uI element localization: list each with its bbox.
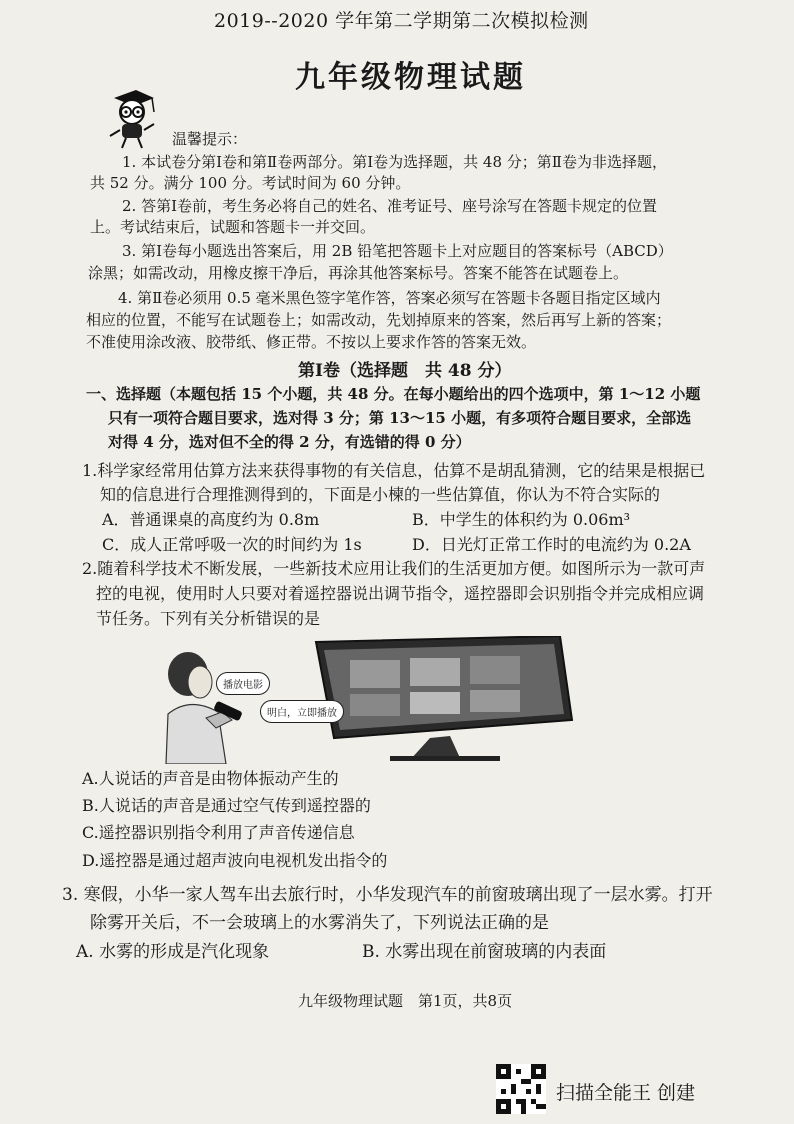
mascot-icon xyxy=(106,88,158,150)
question-2-option-a: A.人说话的声音是由物体振动产生的 xyxy=(82,769,339,788)
question-2-option-c: C.遥控器识别指令利用了声音传递信息 xyxy=(82,823,355,842)
question-3-stem: 除雾开关后，不一会玻璃上的水雾消失了，下列说法正确的是 xyxy=(90,913,549,933)
notice-line: 相应的位置，不能写在试题卷上；如需改动，先划掉原来的答案，然后再写上新的答案； xyxy=(86,311,672,329)
voice-controlled-tv-illustration xyxy=(160,636,580,764)
notice-line: 不准使用涂改液、胶带纸、修正带。不按以上要求作答的答案无效。 xyxy=(86,333,537,351)
page-info: 九年级物理试题 第1页，共8页 xyxy=(298,992,513,1010)
section-instructions: 只有一项符合题目要求，选对得 3 分；第 13～15 小题，有多项符合题目要求，全部选 xyxy=(108,409,692,427)
notice-heading: 温馨提示： xyxy=(172,130,248,148)
question-3-option-a: A. 水雾的形成是汽化现象 xyxy=(76,942,270,962)
notice-line: 上。考试结束后，试题和答题卡一并交回。 xyxy=(90,218,376,236)
question-1-option-d: D．日光灯正常工作时的电流约为 0.2A xyxy=(412,535,691,554)
question-2-option-b: B.人说话的声音是通过空气传到遥控器的 xyxy=(82,796,371,815)
question-3-stem: 3. 寒假，小华一家人驾车出去旅行时，小华发现汽车的前窗玻璃出现了一层水雾。打开 xyxy=(62,885,713,905)
question-2-stem: 控的电视，使用时人只要对着遥控器说出调节指令，遥控器即会识别指令并完成相应调 xyxy=(96,584,705,603)
question-1-stem: 1.科学家经常用估算方法来获得事物的有关信息，估算不是胡乱猜测，它的结果是根据已 xyxy=(82,461,706,480)
question-1-option-c: C．成人正常呼吸一次的时间约为 1s xyxy=(102,535,362,554)
section-instructions: 一、选择题（本题包括 15 个小题，共 48 分。在每小题给出的四个选项中，第 1～12 小题 xyxy=(86,385,701,403)
notice-line: 2. 答第Ⅰ卷前，考生务必将自己的姓名、准考证号、座号涂写在答题卡规定的位置 xyxy=(122,197,658,215)
speech-bubble-tv: 明白，立即播放 xyxy=(260,700,344,723)
question-2-option-d: D.遥控器是通过超声波向电视机发出指令的 xyxy=(82,851,388,870)
speech-bubble-person: 播放电影 xyxy=(216,672,270,695)
subject-title: 九年级物理试题 xyxy=(295,60,526,95)
notice-line: 4. 第Ⅱ卷必须用 0.5 毫米黑色签字笔作答，答案必须写在答题卡各题目指定区域内 xyxy=(118,289,661,307)
question-2-stem: 2.随着科学技术不断发展，一些新技术应用让我们的生活更加方便。如图所示为一款可声 xyxy=(82,559,706,578)
notice-line: 涂黑；如需改动，用橡皮擦干净后，再涂其他答案标号。答案不能答在试题卷上。 xyxy=(88,264,629,282)
question-1-stem: 知的信息进行合理推测得到的，下面是小楝的一些估算值，你认为不符合实际的 xyxy=(100,485,661,504)
notice-line: 1. 本试卷分第Ⅰ卷和第Ⅱ卷两部分。第Ⅰ卷为选择题，共 48 分；第Ⅱ卷为非选择题， xyxy=(122,153,667,171)
scanner-watermark: 扫描全能王 创建 xyxy=(556,1082,696,1104)
notice-line: 共 52 分。满分 100 分。考试时间为 60 分钟。 xyxy=(90,174,411,192)
qr-code-icon xyxy=(496,1064,546,1114)
exam-title: 2019--2020 学年第二学期第二次模拟检测 xyxy=(214,10,589,32)
section-title: 第Ⅰ卷（选择题 共 48 分） xyxy=(298,361,512,381)
notice-line: 3. 第Ⅰ卷每小题选出答案后，用 2B 铅笔把答题卡上对应题目的答案标号（ABCD） xyxy=(122,242,673,260)
section-instructions: 对得 4 分，选对但不全的得 2 分，有选错的得 0 分） xyxy=(108,433,471,451)
question-3-option-b: B. 水雾出现在前窗玻璃的内表面 xyxy=(362,942,607,962)
question-2-stem: 节任务。下列有关分析错误的是 xyxy=(96,609,321,628)
question-1-option-a: A．普通课桌的高度约为 0.8m xyxy=(102,510,320,529)
question-1-option-b: B．中学生的体积约为 0.06m³ xyxy=(412,510,631,529)
